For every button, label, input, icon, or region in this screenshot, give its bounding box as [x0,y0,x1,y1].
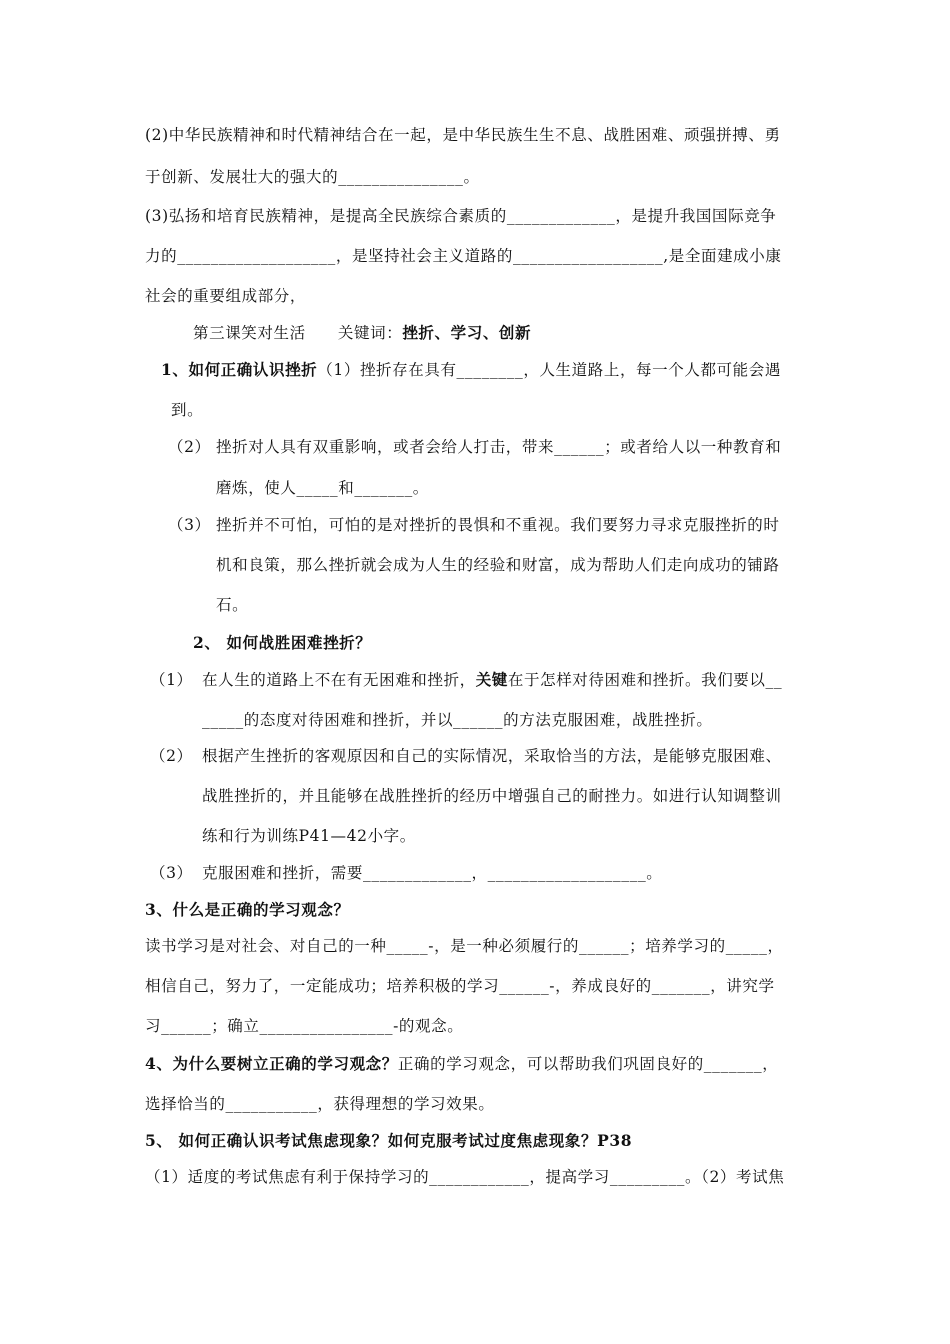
text-segment: 在人生的道路上不在有无困难和挫折， [202,671,476,689]
text-segment: 在于怎样对待困难和挫折。我们要以__ [507,671,783,689]
para-line: 到。 [171,401,204,419]
lesson-keywords: 挫折、学习、创新 [402,323,532,342]
question-3-title: 3、什么是正确的学习观念？ [145,900,350,919]
para-line: 相信自己，努力了，一定能成功；培养积极的学习______-，养成良好的_______，讲究学 [145,977,775,995]
para-line: 习______；确立________________-的观念。 [145,1017,464,1035]
item-number: （3） [150,864,193,882]
para-line: 读书学习是对社会、对自己的一种_____-，是一种必须履行的______；培养学习的_____， [145,937,784,955]
para-line: 选择恰当的___________，获得理想的学习效果。 [145,1095,495,1113]
question-2-title: 2、 如何战胜困难挫折？ [193,633,372,652]
para-line: 社会的重要组成部分， [145,287,307,305]
para-line [202,669,782,691]
para-line: 练和行为训练P41—42小字。 [202,827,416,845]
item-number: （3） [168,516,211,534]
para-line: 石。 [216,596,249,614]
para-line: 于创新、发展壮大的强大的_______________。 [145,168,480,186]
keyword: 关键 [475,670,508,689]
para-line: 挫折对人具有双重影响，或者会给人打击，带来______；或者给人以一种教育和 [216,438,782,456]
para-line: 磨炼，使人_____和_______。 [216,479,429,497]
para-line: (3)弘扬和培育民族精神，是提高全民族综合素质的_____________，是提升我国国际竞争 [145,207,777,225]
lesson-title: 第三课笑对生活 关键词： [193,324,403,342]
question-1-text: （1）挫折存在具有________，人生道路上，每一个人都可能会遇 [317,361,781,379]
item-number: （1） [150,671,193,689]
para-line: （1）适度的考试焦虑有利于保持学习的____________，提高学习_________。（2）考试焦 [145,1168,785,1186]
para-line: 克服困难和挫折，需要_____________，___________________。 [202,864,663,882]
question-4-text: 正确的学习观念，可以帮助我们巩固良好的_______， [397,1055,779,1073]
item-number: （2） [168,438,211,456]
question-4 [145,1053,778,1075]
question-1 [161,359,781,381]
para-line: 机和良策，那么挫折就会成为人生的经验和财富，成为帮助人们走向成功的铺路 [216,556,780,574]
para-line: (2)中华民族精神和时代精神结合在一起，是中华民族生生不息、战胜困难、顽强拼搏、勇 [145,126,781,144]
item-number: （2） [150,747,193,765]
para-line: 根据产生挫折的客观原因和自己的实际情况，采取恰当的方法，是能够克服困难、 [202,747,782,765]
para-line: 战胜挫折的，并且能够在战胜挫折的经历中增强自己的耐挫力。如进行认知调整训 [202,787,782,805]
question-5-title: 5、 如何正确认识考试焦虑现象？如何克服考试过度焦虑现象？P38 [145,1131,633,1150]
para-line: _____的态度对待困难和挫折，并以______的方法克服困难，战胜挫折。 [202,711,713,729]
para-line: 力的___________________，是坚持社会主义道路的__________________,是全面建成小康 [145,247,782,265]
para-line: 挫折并不可怕，可怕的是对挫折的畏惧和不重视。我们要努力寻求克服挫折的时 [216,516,780,534]
question-1-title: 1、如何正确认识挫折 [161,360,318,379]
lesson-heading [193,322,531,344]
question-4-title: 4、为什么要树立正确的学习观念？ [145,1054,398,1073]
